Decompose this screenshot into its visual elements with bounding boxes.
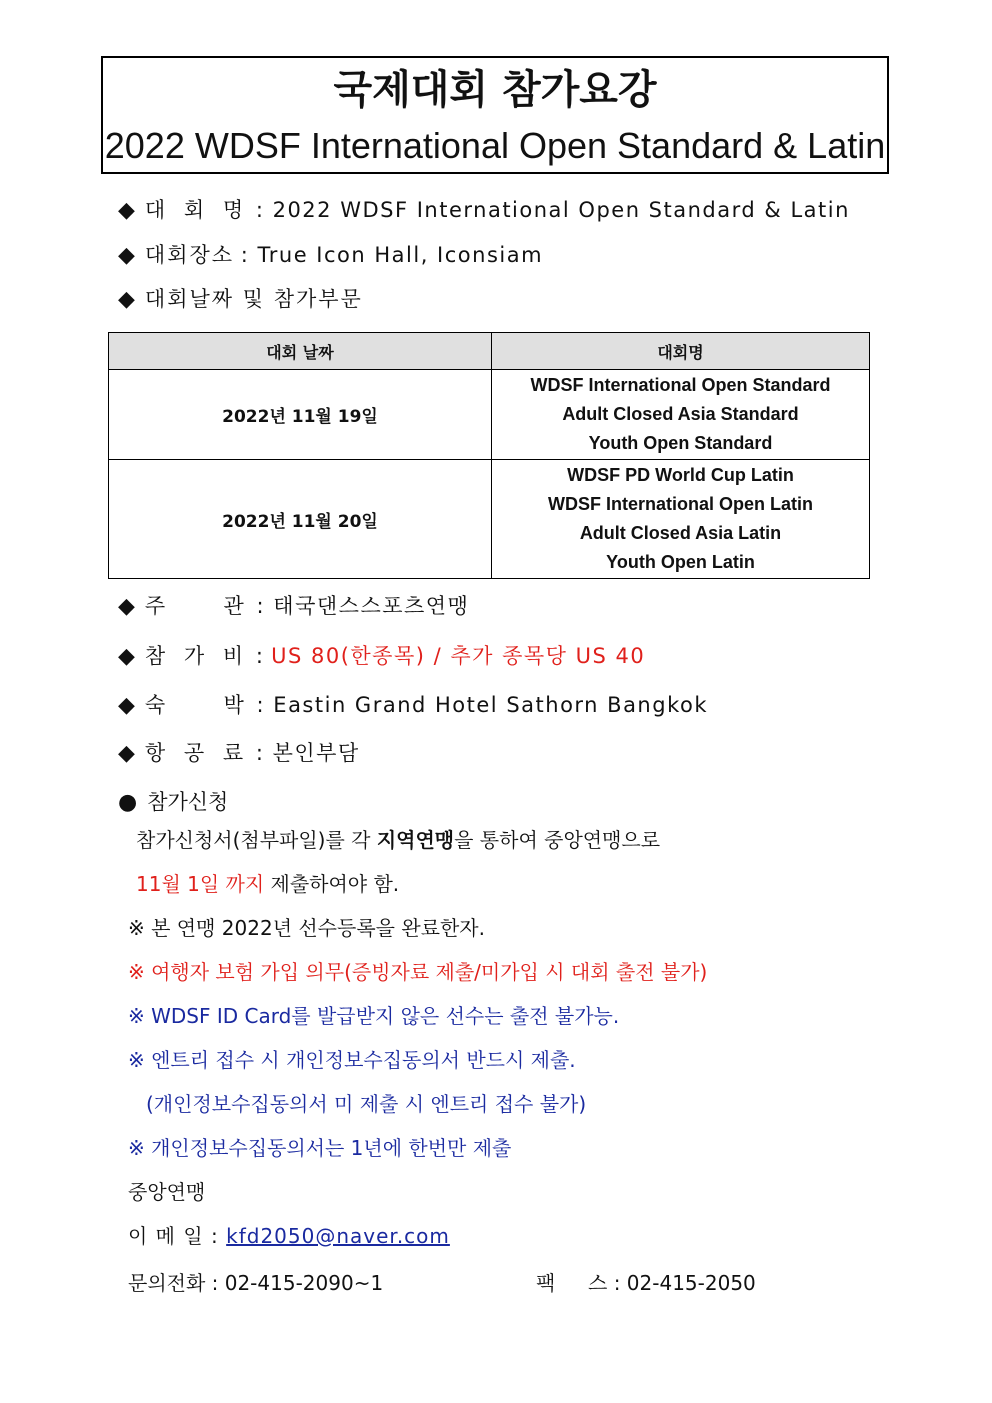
airfare-value: : 본인부담 <box>255 741 360 765</box>
dates-heading-line <box>118 283 363 313</box>
table-cell-date: 2022년 11월 19일 <box>109 370 492 460</box>
column-header-date: 대회 날짜 <box>109 333 492 370</box>
regional-federation-text: 지역연맹 <box>376 828 455 852</box>
fee-value: US 80(한종목) / 추가 종목당 US 40 <box>271 644 646 668</box>
diamond-bullet-icon: ◆ <box>118 741 135 766</box>
contact-org: 중앙연맹 <box>128 1180 206 1204</box>
venue-label: 대회장소 <box>144 243 235 267</box>
lodging-value: : Eastin Grand Hotel Sathorn Bangkok <box>256 693 708 717</box>
event-name-value: : 2022 WDSF International Open Standard & Latin <box>255 198 850 222</box>
diamond-bullet-icon: ◆ <box>118 644 135 669</box>
event-name-label: 대 회 명 <box>144 198 250 222</box>
deadline-text: 11월 1일 까지 <box>136 872 265 896</box>
table-row <box>109 460 870 579</box>
event-item: Youth Open Standard <box>588 433 773 453</box>
dates-heading: 대회날짜 및 참가부문 <box>144 287 363 311</box>
application-text: 을 통하여 중앙연맹으로 <box>454 828 661 852</box>
fee-colon: : <box>255 644 265 668</box>
application-line-1 <box>136 824 660 853</box>
lodging-line <box>118 689 708 719</box>
schedule-table <box>108 332 870 579</box>
table-cell-date: 2022년 11월 20일 <box>109 460 492 579</box>
note-consent: ※ 엔트리 접수 시 개인정보수집동의서 반드시 제출. <box>128 1048 576 1072</box>
email-label: 이 메 일 : <box>128 1224 219 1248</box>
airfare-line <box>118 737 360 767</box>
table-cell-events <box>492 370 870 460</box>
diamond-bullet-icon: ◆ <box>118 198 135 223</box>
note-consent-sub: (개인정보수집동의서 미 제출 시 엔트리 접수 불가) <box>146 1092 587 1116</box>
note-registration: ※ 본 연맹 2022년 선수등록을 완료한자. <box>128 916 485 940</box>
lodging-label: 숙 박 <box>144 693 250 717</box>
event-item: WDSF International Open Latin <box>548 494 813 514</box>
application-line-2 <box>136 868 399 897</box>
host-value: : 태국댄스스포츠연맹 <box>256 594 470 618</box>
host-label: 주 관 <box>144 594 250 618</box>
table-row <box>109 370 870 460</box>
venue-line <box>118 239 543 269</box>
event-name-line <box>118 194 850 224</box>
fee-label: 참 가 비 <box>144 644 250 668</box>
airfare-label: 항 공 료 <box>144 741 250 765</box>
fax-text: 팩 스 : 02-415-2050 <box>536 1271 756 1295</box>
column-header-event: 대회명 <box>492 333 870 370</box>
note-consent-once: ※ 개인정보수집동의서는 1년에 한번만 제출 <box>128 1136 512 1160</box>
application-text: 제출하여야 함. <box>264 872 400 896</box>
application-heading: 참가신청 <box>147 790 229 814</box>
event-item: Youth Open Latin <box>606 552 755 572</box>
title-box <box>101 56 889 174</box>
diamond-bullet-icon: ◆ <box>118 693 135 718</box>
fax-line <box>536 1267 756 1296</box>
table-cell-events <box>492 460 870 579</box>
diamond-bullet-icon: ◆ <box>118 243 135 268</box>
diamond-bullet-icon: ◆ <box>118 594 135 619</box>
diamond-bullet-icon: ◆ <box>118 287 135 312</box>
table-header-row <box>109 333 870 370</box>
event-item: Adult Closed Asia Standard <box>562 404 799 424</box>
fee-line <box>118 640 645 670</box>
circle-bullet-icon: ● <box>118 790 138 815</box>
application-heading-line <box>118 786 228 816</box>
event-item: Adult Closed Asia Latin <box>579 523 782 543</box>
event-item: WDSF International Open Standard <box>530 375 831 395</box>
host-line <box>118 590 469 620</box>
application-text: 참가신청서(첨부파일)를 각 <box>136 828 377 852</box>
note-id-card: ※ WDSF ID Card를 발급받지 않은 선수는 출전 불가능. <box>128 1004 620 1028</box>
page-subtitle: 2022 WDSF International Open Standard & Latin <box>104 125 886 166</box>
email-line <box>128 1220 450 1249</box>
venue-value: : True Icon Hall, Iconsiam <box>240 243 544 267</box>
event-item: WDSF PD World Cup Latin <box>567 465 794 485</box>
note-insurance: ※ 여행자 보험 가입 의무(증빙자료 제출/미가입 시 대회 출전 불가) <box>128 960 708 984</box>
phone-line <box>128 1267 383 1296</box>
page-title: 국제대회 참가요강 <box>333 67 657 113</box>
phone-text: 문의전화 : 02-415-2090~1 <box>128 1271 384 1295</box>
email-link[interactable]: kfd2050@naver.com <box>226 1224 450 1248</box>
